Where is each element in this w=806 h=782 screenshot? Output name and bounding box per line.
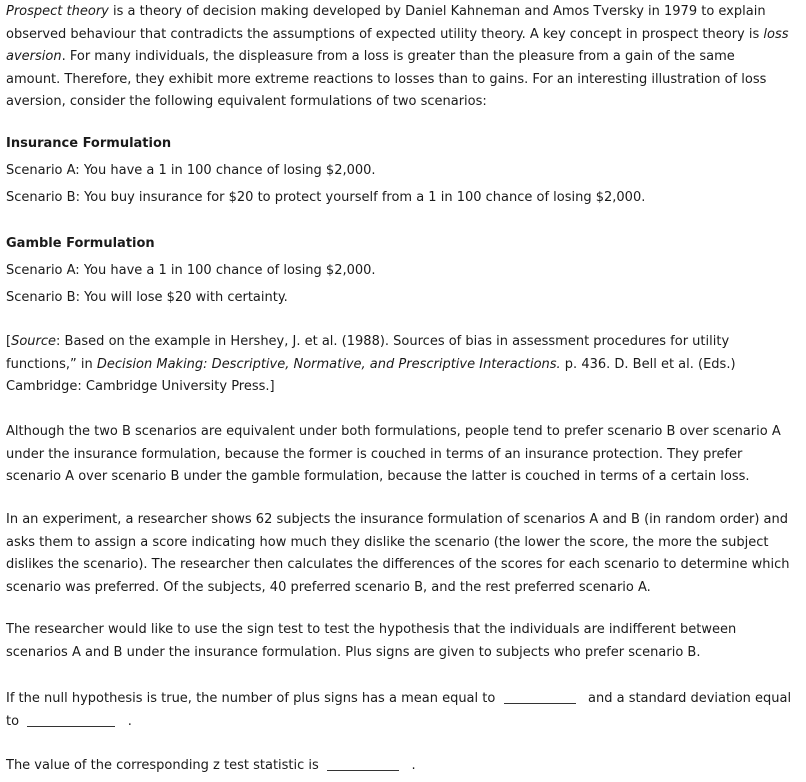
experiment-paragraph: In an experiment, a researcher shows 62 subjects the insurance formulation of scenarios A and B (in random order) and asks them to assign a score indicating how much they dislike the scenario (the lower the score, the more the subject dislikes the scenario). The researcher then calculates the differences of the scores for each scenario to determine which scenario was preferred. Of the subjects, 40 preferred scenario B, and the rest preferred scenario A.: [6, 512, 790, 595]
insurance-scenario-a: Scenario A: You have a 1 in 100 chance of losing $2,000.: [6, 163, 376, 178]
term-aversion: aversion: [6, 49, 62, 64]
intro-paragraph: Prospect theory is a theory of decision making developed by Daniel Kahneman and Amos Tversky in 1979 to explain observed behaviour that contradicts the assumptions of expected utility theory. A key concept in prospect theory is loss aversion. For many individuals, the displeasure from a loss is greater than the pleasure from a gain of the same amount. Therefore, they exhibit more extreme reactions to losses than to gains. For an interesting illustration of loss aversion, consider the following equivalent formulations of two scenarios:: [6, 4, 789, 109]
source-book-title: Decision Making: Descriptive, Normative, and Prescriptive Interactions.: [96, 356, 561, 372]
question-mean-sd: If the null hypothesis is true, the number of plus signs has a mean equal to and a standard deviation equal to .: [6, 691, 792, 729]
source-label: Source: [11, 334, 57, 349]
gamble-heading: Gamble Formulation: [6, 236, 155, 251]
term-loss: loss: [763, 26, 789, 42]
insurance-heading: Insurance Formulation: [6, 136, 172, 151]
source-paragraph: [Source: Based on the example in Hershey, J. et al. (1988). Sources of bias in assessment procedures for utility functions,” in Decision Making: Descriptive, Normative, and Prescriptive Interactions. p. 436. D. Bell et al. (Eds.) Cambridge: Cambridge University Press.]: [6, 334, 736, 394]
mean-answer-blank[interactable]: [504, 690, 576, 704]
sign-test-paragraph: The researcher would like to use the sign test to test the hypothesis that the individuals are indifferent between scenarios A and B under the insurance formulation. Plus signs are given to subjects who prefer scenario B.: [6, 622, 737, 660]
z-statistic-answer-blank[interactable]: [327, 757, 399, 771]
insurance-scenario-b: Scenario B: You buy insurance for $20 to protect yourself from a 1 in 100 chance of losing $2,000.: [6, 190, 646, 205]
question-z-statistic: The value of the corresponding z test statistic is .: [6, 758, 416, 773]
term-prospect-theory: Prospect theory: [6, 4, 109, 19]
sd-answer-blank[interactable]: [27, 713, 115, 727]
although-paragraph: Although the two B scenarios are equivalent under both formulations, people tend to prefer scenario B over scenario A under the insurance formulation, because the former is couched in terms of an insurance protection. They prefer scenario A over scenario B under the gamble formulation, because the latter is couched in terms of a certain loss.: [6, 424, 781, 484]
gamble-scenario-a: Scenario A: You have a 1 in 100 chance of losing $2,000.: [6, 263, 376, 278]
gamble-scenario-b: Scenario B: You will lose $20 with certainty.: [6, 290, 288, 305]
